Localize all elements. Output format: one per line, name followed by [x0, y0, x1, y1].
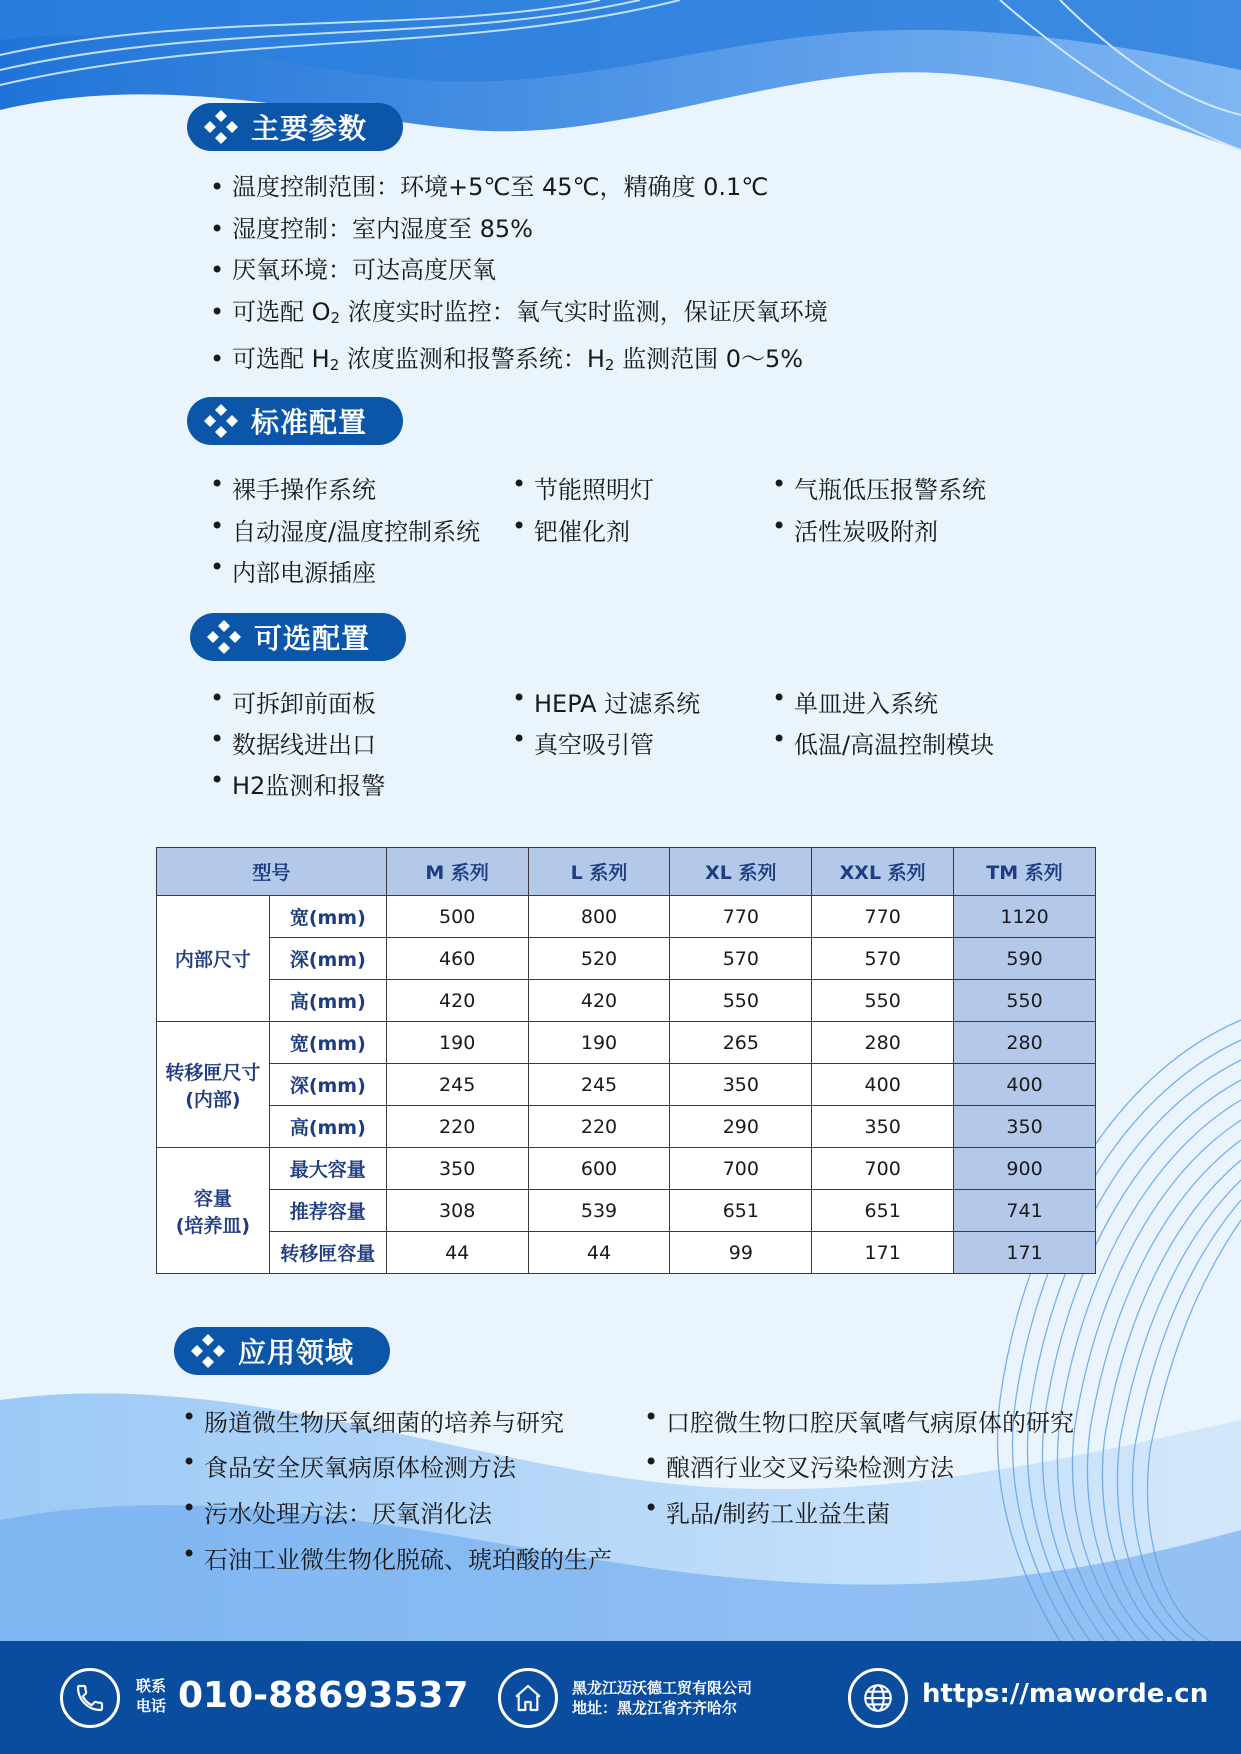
phone-icon — [60, 1668, 120, 1728]
diamond-icon — [204, 617, 244, 657]
list-item: • 口腔微生物口腔厌氧嗜气病原体的研究 — [644, 1403, 1074, 1438]
list-item: • 裸手操作系统 — [210, 470, 376, 505]
footer — [0, 1641, 1241, 1754]
row-label: 深(mm) — [269, 1064, 386, 1106]
table-cell: 550 — [954, 980, 1096, 1022]
company-info — [572, 1678, 752, 1718]
section-title-optional — [190, 613, 406, 661]
group-label-internal-size: 内部尺寸 — [157, 896, 270, 1022]
group-label-transfer-size: 转移匣尺寸 (内部) — [157, 1022, 270, 1148]
table-cell: 350 — [954, 1106, 1096, 1148]
list-item: • 湿度控制：室内湿度至 85% — [210, 209, 828, 251]
table-row — [157, 1106, 1096, 1148]
table-header-row — [157, 848, 1096, 896]
table-header-cell: XXL 系列 — [812, 848, 954, 896]
list-item: • 温度控制范围：环境+5℃至 45℃，精确度 0.1℃ — [210, 167, 828, 209]
diamond-icon — [201, 401, 241, 441]
table-cell: 220 — [528, 1106, 670, 1148]
list-item: • 钯催化剂 — [512, 512, 630, 547]
table-cell: 900 — [954, 1148, 1096, 1190]
table-cell: 700 — [670, 1148, 812, 1190]
table-cell: 400 — [954, 1064, 1096, 1106]
list-item: • 可拆卸前面板 — [210, 684, 376, 719]
table-row — [157, 896, 1096, 938]
table-cell: 651 — [812, 1190, 954, 1232]
list-item: • 内部电源插座 — [210, 553, 376, 588]
list-item: • 食品安全厌氧病原体检测方法 — [182, 1448, 516, 1483]
home-icon — [498, 1668, 558, 1728]
table-cell: 800 — [528, 896, 670, 938]
diamond-icon — [188, 1331, 228, 1371]
list-item: • 真空吸引管 — [512, 725, 654, 760]
table-row — [157, 1190, 1096, 1232]
table-cell: 44 — [528, 1232, 670, 1274]
table-cell: 265 — [670, 1022, 812, 1064]
table-cell: 700 — [812, 1148, 954, 1190]
table-cell: 350 — [670, 1064, 812, 1106]
table-cell: 539 — [528, 1190, 670, 1232]
list-item: • 可选配 $H_2$ 浓度监测和报警系统：$H_2$ 监测范围 0～5% — [210, 339, 828, 387]
row-label: 转移匣容量 — [269, 1232, 386, 1274]
table-cell: 350 — [812, 1106, 954, 1148]
table-cell: 171 — [812, 1232, 954, 1274]
table-header-cell: L 系列 — [528, 848, 670, 896]
section-title-standard — [187, 397, 403, 445]
section-title-text: 标准配置 — [251, 406, 368, 439]
list-item: • 酿酒行业交叉污染检测方法 — [644, 1448, 954, 1483]
table-cell: 770 — [812, 896, 954, 938]
params-list — [210, 167, 828, 387]
section-title-text: 主要参数 — [251, 112, 368, 145]
table-cell: 770 — [670, 896, 812, 938]
diamond-icon — [201, 107, 241, 147]
table-cell: 651 — [670, 1190, 812, 1232]
section-title-applications — [174, 1327, 390, 1375]
table-cell: 350 — [386, 1148, 528, 1190]
table-row — [157, 1064, 1096, 1106]
table-cell: 550 — [812, 980, 954, 1022]
table-cell: 420 — [528, 980, 670, 1022]
table-cell: 741 — [954, 1190, 1096, 1232]
row-label: 高(mm) — [269, 1106, 386, 1148]
table-cell: 245 — [386, 1064, 528, 1106]
table-cell: 99 — [670, 1232, 812, 1274]
contact-label: 联系 电话 — [136, 1677, 167, 1715]
group-label-capacity: 容量 (培养皿) — [157, 1148, 270, 1274]
table-cell: 520 — [528, 938, 670, 980]
list-item: • H2监测和报警 — [210, 766, 385, 801]
list-item: • 节能照明灯 — [512, 470, 654, 505]
table-cell: 1120 — [954, 896, 1096, 938]
table-header-cell: 型号 — [157, 848, 387, 896]
table-cell: 590 — [954, 938, 1096, 980]
table-cell: 190 — [528, 1022, 670, 1064]
table-header-cell: XL 系列 — [670, 848, 812, 896]
table-header-cell: TM 系列 — [954, 848, 1096, 896]
row-label: 高(mm) — [269, 980, 386, 1022]
section-title-text: 可选配置 — [254, 622, 371, 655]
table-cell: 308 — [386, 1190, 528, 1232]
list-item: • 石油工业微生物化脱硫、琥珀酸的生产 — [182, 1540, 612, 1575]
globe-icon — [848, 1668, 908, 1728]
row-label: 推荐容量 — [269, 1190, 386, 1232]
row-label: 深(mm) — [269, 938, 386, 980]
table-cell: 570 — [670, 938, 812, 980]
section-title-params — [187, 103, 403, 151]
table-row — [157, 980, 1096, 1022]
list-item: • 厌氧环境：可达高度厌氧 — [210, 250, 828, 292]
table-cell: 44 — [386, 1232, 528, 1274]
list-item: • 数据线进出口 — [210, 725, 376, 760]
table-cell: 420 — [386, 980, 528, 1022]
table-cell: 460 — [386, 938, 528, 980]
list-item: • 活性炭吸附剂 — [772, 512, 938, 547]
table-cell: 280 — [812, 1022, 954, 1064]
table-cell: 220 — [386, 1106, 528, 1148]
list-item: • 可选配 $O_2$ 浓度实时监控：氧气实时监测，保证厌氧环境 — [210, 292, 828, 340]
table-cell: 600 — [528, 1148, 670, 1190]
table-cell: 190 — [386, 1022, 528, 1064]
list-item: • 肠道微生物厌氧细菌的培养与研究 — [182, 1403, 564, 1438]
table-row — [157, 1232, 1096, 1274]
table-row — [157, 1022, 1096, 1064]
table-header-cell: M 系列 — [386, 848, 528, 896]
list-item: • 单皿进入系统 — [772, 684, 938, 719]
list-item: • 污水处理方法：厌氧消化法 — [182, 1494, 492, 1529]
phone-number: 010-88693537 — [178, 1675, 469, 1716]
table-cell: 290 — [670, 1106, 812, 1148]
website-link[interactable]: https://maworde.cn — [922, 1679, 1209, 1709]
row-label: 最大容量 — [269, 1148, 386, 1190]
table-cell: 171 — [954, 1232, 1096, 1274]
row-label: 宽(mm) — [269, 896, 386, 938]
table-cell: 550 — [670, 980, 812, 1022]
table-cell: 500 — [386, 896, 528, 938]
spec-table — [156, 847, 1096, 1274]
table-cell: 280 — [954, 1022, 1096, 1064]
list-item: • 自动湿度/温度控制系统 — [210, 512, 480, 547]
list-item: • HEPA 过滤系统 — [512, 684, 700, 719]
section-title-text: 应用领域 — [238, 1336, 355, 1369]
table-cell: 400 — [812, 1064, 954, 1106]
list-item: • 气瓶低压报警系统 — [772, 470, 986, 505]
row-label: 宽(mm) — [269, 1022, 386, 1064]
table-row — [157, 1148, 1096, 1190]
list-item: • 乳品/制药工业益生菌 — [644, 1494, 890, 1529]
table-cell: 570 — [812, 938, 954, 980]
table-cell: 245 — [528, 1064, 670, 1106]
company-address: 地址：黑龙江省齐齐哈尔 — [572, 1699, 738, 1717]
list-item: • 低温/高温控制模块 — [772, 725, 994, 760]
table-row — [157, 938, 1096, 980]
company-name: 黑龙江迈沃德工贸有限公司 — [572, 1679, 753, 1697]
